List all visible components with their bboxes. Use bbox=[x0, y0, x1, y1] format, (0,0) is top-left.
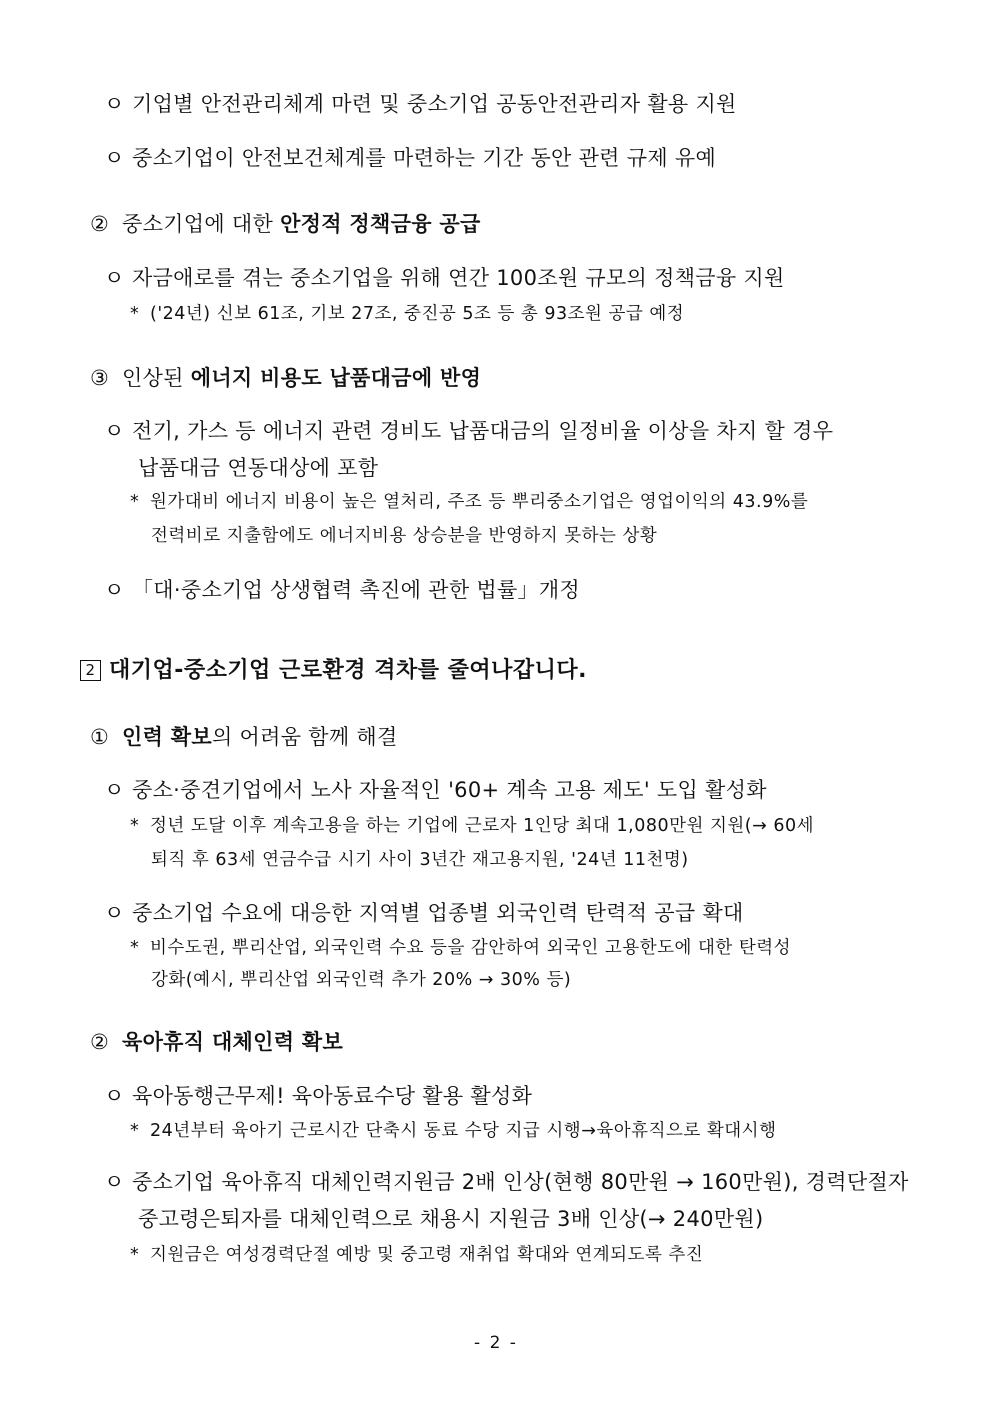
bullet-text: 중소기업이 안전보건체계를 마련하는 기간 동안 관련 규제 유예 bbox=[132, 146, 717, 170]
bullet-text: 「대·중소기업 상생협력 촉진에 관한 법률」개정 bbox=[132, 578, 581, 602]
note-mark: * bbox=[130, 938, 140, 958]
note-parenting-colleague-allowance bbox=[130, 1121, 777, 1142]
bullet-text: 중소기업 수요에 대응한 지역별 업종별 외국인력 탄력적 공급 확대 bbox=[132, 901, 744, 925]
bullet-parenting-colleague-allowance bbox=[104, 1084, 532, 1109]
note-foreign-workforce bbox=[130, 938, 791, 959]
note-text: 지원금은 여성경력단절 예방 및 중고령 재취업 확대와 연계되도록 추진 bbox=[150, 1245, 704, 1265]
bullet-text: 중소기업 육아휴직 대체인력지원금 2배 인상(현행 80만원 → 160만원), 경력단절자 bbox=[132, 1170, 909, 1194]
subheading-emphasis: 안정적 정책금융 공급 bbox=[280, 212, 481, 236]
subheading-policy-finance bbox=[90, 212, 481, 237]
bullet-continuation: 중고령은퇴자를 대체인력으로 채용시 지원금 3배 인상(→ 240만원) bbox=[138, 1207, 764, 1231]
subheading-text: 의 어려움 함께 해결 bbox=[211, 725, 398, 749]
bullet-mark: ㅇ bbox=[104, 778, 125, 802]
bullet-continued-employment bbox=[104, 778, 767, 803]
bullet-text: 자금애로를 겪는 중소기업을 위해 연간 100조원 규모의 정책금융 지원 bbox=[132, 266, 785, 290]
bullet-text: 육아동행근무제! 육아동료수당 활용 활성화 bbox=[132, 1084, 533, 1108]
bullet-energy-cost bbox=[104, 419, 833, 444]
section-number-box: 2 bbox=[80, 660, 101, 681]
note-text: 24년부터 육아기 근로시간 단축시 동료 수당 지급 시행→육아휴직으로 확대시행 bbox=[150, 1121, 777, 1141]
subheading-text: 인상된 bbox=[122, 366, 191, 390]
note-continuation: 전력비로 지출함에도 에너지비용 상승분을 반영하지 못하는 상황 bbox=[151, 526, 658, 546]
note-replacement-subsidy bbox=[130, 1245, 703, 1266]
note-text: 정년 도달 이후 계속고용을 하는 기업에 근로자 1인당 최대 1,080만원 지원(→ 60세 bbox=[150, 816, 815, 836]
note-mark: * bbox=[130, 304, 140, 324]
bullet-mark: ㅇ bbox=[104, 901, 125, 925]
bullet-mark: ㅇ bbox=[104, 578, 125, 602]
note-mark: * bbox=[130, 492, 140, 512]
note-mark: * bbox=[130, 1121, 140, 1141]
note-text: 비수도권, 뿌리산업, 외국인력 수요 등을 감안하여 외국인 고용한도에 대한 탄력성 bbox=[150, 938, 792, 958]
page-number: - 2 - bbox=[474, 1333, 518, 1353]
note-mark: * bbox=[130, 816, 140, 836]
subheading-number: ② bbox=[90, 1030, 110, 1054]
note-policy-finance bbox=[130, 304, 684, 325]
subheading-childcare-replacement bbox=[90, 1030, 343, 1055]
bullet-regulation-grace bbox=[104, 146, 716, 171]
subheading-emphasis: 인력 확보 bbox=[122, 725, 212, 749]
subheading-number: ① bbox=[90, 725, 110, 749]
bullet-mark: ㅇ bbox=[104, 146, 125, 170]
note-mark: * bbox=[130, 1245, 140, 1265]
bullet-mark: ㅇ bbox=[104, 266, 125, 290]
bullet-continuation: 납품대금 연동대상에 포함 bbox=[138, 456, 379, 480]
bullet-replacement-subsidy bbox=[104, 1170, 909, 1195]
subheading-number: ② bbox=[90, 212, 110, 236]
note-text: 원가대비 에너지 비용이 높은 열처리, 주조 등 뿌리중소기업은 영업이익의 43.9%를 bbox=[150, 492, 809, 512]
note-continuation: 강화(예시, 뿌리산업 외국인력 추가 20% → 30% 등) bbox=[151, 970, 572, 990]
bullet-text: 기업별 안전관리체계 마련 및 중소기업 공동안전관리자 활용 지원 bbox=[132, 92, 737, 116]
subheading-number: ③ bbox=[90, 366, 110, 390]
bullet-foreign-workforce bbox=[104, 901, 744, 926]
subheading-workforce bbox=[90, 725, 398, 750]
subheading-emphasis: 에너지 비용도 납품대금에 반영 bbox=[190, 366, 482, 390]
bullet-mark: ㅇ bbox=[104, 1084, 125, 1108]
bullet-safety-system bbox=[104, 92, 737, 117]
bullet-text: 전기, 가스 등 에너지 관련 경비도 납품대금의 일정비율 이상을 차지 할 경우 bbox=[132, 419, 834, 443]
bullet-law-amendment bbox=[104, 578, 580, 603]
bullet-mark: ㅇ bbox=[104, 1170, 125, 1194]
bullet-mark: ㅇ bbox=[104, 419, 125, 443]
section-heading bbox=[80, 658, 587, 684]
subheading-energy-cost bbox=[90, 366, 481, 391]
note-continuation: 퇴직 후 63세 연금수급 시기 사이 3년간 재고용지원, '24년 11천명) bbox=[151, 850, 689, 870]
section-title: 대기업-중소기업 근로환경 격차를 줄여나갑니다. bbox=[109, 658, 588, 683]
note-text: ('24년) 신보 61조, 기보 27조, 중진공 5조 등 총 93조원 공급 예정 bbox=[150, 304, 685, 324]
bullet-policy-finance bbox=[104, 266, 785, 291]
subheading-emphasis: 육아휴직 대체인력 확보 bbox=[122, 1030, 344, 1054]
note-continued-employment bbox=[130, 816, 814, 837]
subheading-text: 중소기업에 대한 bbox=[122, 212, 281, 236]
bullet-text: 중소·중견기업에서 노사 자율적인 '60+ 계속 고용 제도' 도입 활성화 bbox=[132, 778, 767, 802]
bullet-mark: ㅇ bbox=[104, 92, 125, 116]
note-energy-cost bbox=[130, 492, 808, 513]
